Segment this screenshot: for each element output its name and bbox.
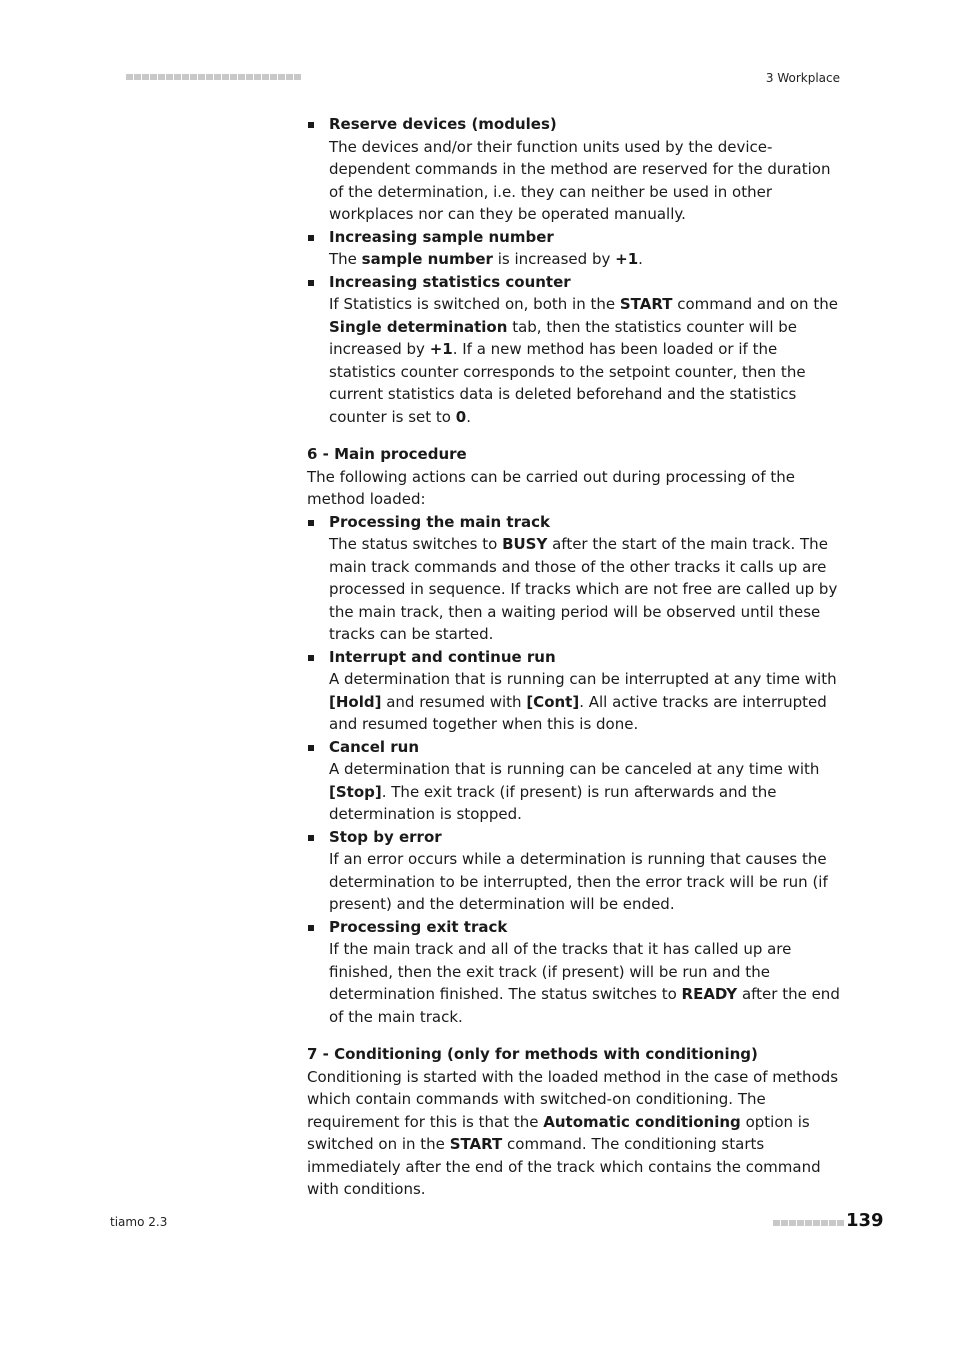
list-start-actions — [307, 113, 841, 428]
footer-product: tiamo 2.3 — [110, 1215, 168, 1229]
text-run: . All active tracks are interrupted and resumed together when this is done. — [329, 692, 827, 733]
emphasis-text: [Hold] — [329, 692, 382, 711]
text-run: and resumed with — [381, 692, 527, 711]
text-run: If an error occurs while a determination is running that causes the determination to be interrupted, then the error track will be run (if present) and the determination will be ended. — [329, 850, 828, 913]
text-run: The — [329, 250, 362, 268]
text-run: is increased by — [492, 250, 616, 268]
emphasis-text: BUSY — [502, 535, 548, 553]
text-run: command and on the — [672, 295, 838, 313]
text-run: If the main track and all of the tracks that it has called up are finished, then the exit track (if present) will be run and the determination finished. The status switches to — [329, 940, 792, 1003]
text-run: option is switched on in the — [307, 1112, 810, 1153]
section-heading-main-procedure: 6 - Main procedure — [307, 445, 467, 463]
list-item-body — [329, 668, 841, 736]
page-number: 139 — [846, 1210, 884, 1231]
list-item-title: Interrupt and continue run — [329, 647, 556, 666]
list-item-title: Stop by error — [329, 827, 442, 846]
text-run: tab, then the statistics counter will be increased by — [329, 317, 797, 358]
emphasis-text: [Cont] — [526, 692, 580, 711]
text-run: command. The conditioning starts immediately after the end of the track which contains the command with conditions. — [307, 1135, 821, 1198]
list-item — [307, 736, 841, 826]
list-item-title: Processing exit track — [329, 917, 508, 936]
list-item-body — [329, 293, 841, 428]
list-item-body — [329, 533, 841, 646]
list-main-procedure-actions — [307, 511, 841, 1029]
list-item-title: Increasing statistics counter — [329, 272, 571, 291]
emphasis-text: sample number — [361, 250, 493, 268]
emphasis-text: START — [449, 1135, 503, 1153]
text-run: The devices and/or their function units used by the device-dependent commands in the method are reserved for the duration of the determination, i.e. they can neither be used in other workplaces nor can they be operated manually. — [329, 137, 831, 223]
list-item-body — [329, 758, 841, 826]
text-run: after the start of the main track. The main track commands and those of the other tracks it calls up are processed in sequence. If tracks which are not free are called up by the main track, then a waiting period will be observed until these tracks can be started. — [329, 535, 838, 643]
list-item — [307, 113, 841, 226]
list-item-body — [329, 248, 841, 271]
emphasis-text: START — [619, 295, 673, 313]
list-item-title: Processing the main track — [329, 512, 550, 531]
text-run: Conditioning is started with the loaded method in the case of methods which contain commands with switched-on conditioning. The requirement for this is that the — [307, 1067, 839, 1131]
text-run: . If a new method has been loaded or if the statistics counter corresponds to the setpoint counter, then the current statistics data is deleted beforehand and the statistics counter is set to — [329, 340, 806, 426]
emphasis-text: [Stop] — [329, 782, 382, 801]
text-run: The status switches to — [329, 535, 503, 553]
header-decoration — [126, 74, 301, 80]
text-run: If Statistics is switched on, both in the — [329, 295, 620, 313]
list-item — [307, 826, 841, 916]
emphasis-text: +1 — [615, 250, 639, 268]
list-item — [307, 226, 841, 271]
text-run: . — [638, 250, 643, 268]
list-item — [307, 646, 841, 736]
list-item — [307, 916, 841, 1029]
emphasis-text: READY — [681, 985, 738, 1003]
text-run: A determination that is running can be interrupted at any time with — [329, 670, 837, 688]
emphasis-text: 0 — [455, 407, 467, 426]
section-intro-main-procedure: The following actions can be carried out during processing of the method loaded: — [307, 467, 795, 508]
list-item-title: Increasing sample number — [329, 227, 554, 246]
list-item-body — [329, 848, 841, 916]
text-run: after the end of the main track. — [329, 985, 840, 1026]
emphasis-text: Single determination — [329, 317, 508, 336]
list-item-body — [329, 938, 841, 1028]
page-content — [307, 113, 841, 1201]
emphasis-text: Automatic conditioning — [543, 1112, 741, 1131]
list-item-body — [329, 136, 841, 226]
footer-decoration — [773, 1220, 844, 1226]
text-run: . — [466, 407, 471, 426]
list-item-title: Cancel run — [329, 737, 419, 756]
emphasis-text: +1 — [429, 340, 453, 358]
section-body-conditioning — [307, 1066, 841, 1201]
chapter-title: 3 Workplace — [765, 71, 840, 85]
text-run: A determination that is running can be canceled at any time with — [329, 760, 820, 778]
list-item — [307, 271, 841, 429]
section-heading-conditioning: 7 - Conditioning (only for methods with conditioning) — [307, 1045, 758, 1063]
list-item — [307, 511, 841, 646]
list-item-title: Reserve devices (modules) — [329, 115, 557, 133]
text-run: . The exit track (if present) is run afterwards and the determination is stopped. — [329, 782, 777, 823]
